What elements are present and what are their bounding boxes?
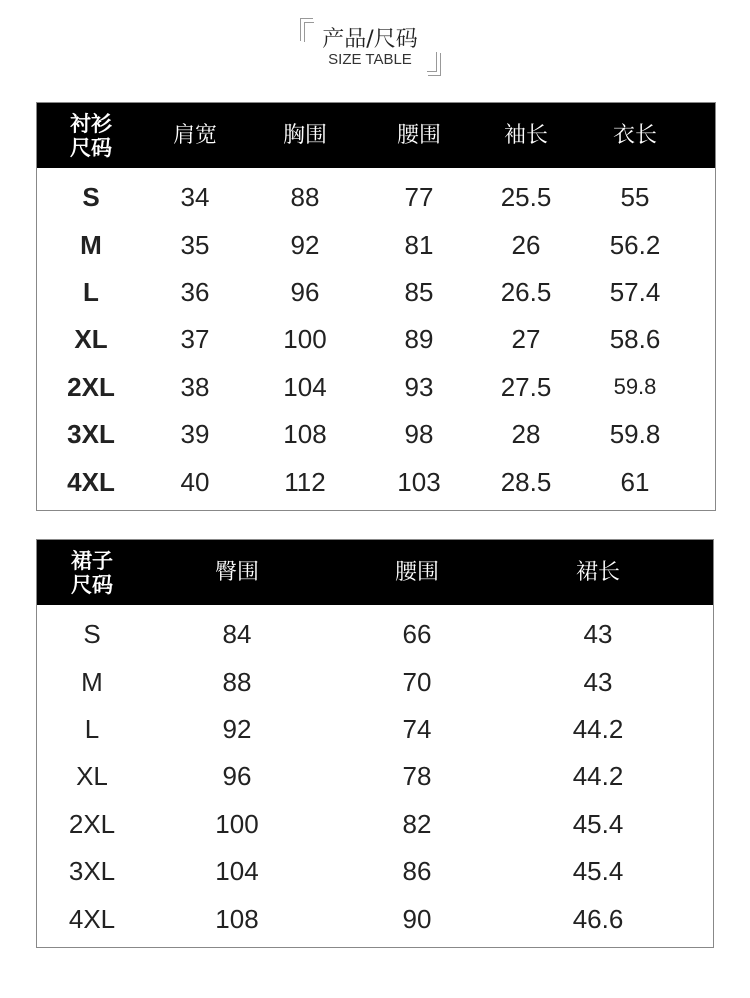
table-cell: 58.6 (609, 324, 661, 355)
table-cell: 92 (290, 229, 320, 260)
table-cell: 38 (180, 371, 210, 402)
table-row (37, 316, 715, 363)
table-cell: 43 (583, 666, 613, 697)
table-cell: 28 (511, 419, 541, 450)
size-cell: 2XL (67, 371, 115, 402)
column-header-sleeve: 袖长 (503, 122, 548, 148)
table-cell: 26.5 (500, 276, 552, 307)
table-cell: 34 (180, 182, 210, 213)
table-cell: 104 (283, 371, 327, 402)
table-cell: 96 (290, 276, 320, 307)
corner-label-line2: 尺码 (70, 135, 112, 160)
table-cell: 98 (404, 419, 434, 450)
table-cell: 36 (180, 276, 210, 307)
table-cell: 81 (404, 229, 434, 260)
table-cell: 56.2 (609, 229, 661, 260)
table-cell: 35 (180, 229, 210, 260)
shirt-size-table (36, 102, 716, 511)
table-cell: 28.5 (500, 466, 552, 497)
corner-label-line2: 尺码 (71, 572, 113, 597)
page-subtitle: SIZE TABLE (328, 51, 412, 68)
table-row (37, 895, 713, 942)
table-cell: 104 (215, 856, 259, 887)
table-cell: 57.4 (609, 276, 661, 307)
table-cell: 82 (402, 808, 432, 839)
shirt-table-header (37, 103, 715, 168)
table-row (37, 706, 713, 753)
table-cell: 70 (402, 666, 432, 697)
table-cell: 37 (180, 324, 210, 355)
table-cell: 59.8 (613, 374, 657, 400)
table-cell: 25.5 (500, 182, 552, 213)
corner-label-line1: 衬衫 (70, 111, 112, 136)
skirt-table-header (37, 540, 713, 605)
table-row (37, 753, 713, 800)
table-cell: 90 (402, 903, 432, 934)
column-header-hip: 臀围 (214, 559, 259, 585)
size-cell: 4XL (68, 903, 116, 934)
size-cell: 4XL (67, 466, 115, 497)
size-cell: L (84, 713, 100, 744)
skirt-size-table (36, 539, 714, 948)
table-row (37, 221, 715, 268)
size-cell: 2XL (68, 808, 116, 839)
table-cell: 59.8 (609, 419, 661, 450)
table-cell: 74 (402, 713, 432, 744)
table-row (37, 801, 713, 848)
table-cell: 27 (511, 324, 541, 355)
page-title: 产品/尺码 (322, 27, 418, 52)
table-row (37, 364, 715, 411)
table-row (37, 174, 715, 221)
table-row (37, 658, 713, 705)
page-header (0, 0, 750, 90)
shirt-table-corner (37, 112, 145, 160)
table-cell: 85 (404, 276, 434, 307)
table-cell: 55 (620, 182, 650, 213)
corner-label-line1: 裙子 (71, 548, 113, 573)
table-cell: 103 (397, 466, 441, 497)
size-cell: S (82, 182, 100, 213)
table-row (37, 269, 715, 316)
table-cell: 86 (402, 856, 432, 887)
table-cell: 78 (402, 761, 432, 792)
table-row (37, 848, 713, 895)
table-cell: 45.4 (572, 856, 624, 887)
size-cell: L (83, 276, 99, 307)
table-cell: 84 (222, 619, 252, 650)
table-cell: 92 (222, 713, 252, 744)
table-cell: 46.6 (572, 903, 624, 934)
column-header-waist: 腰围 (396, 122, 441, 148)
size-cell: M (80, 229, 102, 260)
table-cell: 40 (180, 466, 210, 497)
table-cell: 77 (404, 182, 434, 213)
column-header-chest: 胸围 (282, 122, 327, 148)
size-cell: 3XL (67, 419, 115, 450)
table-cell: 100 (283, 324, 327, 355)
table-cell: 108 (283, 419, 327, 450)
skirt-table-corner (37, 549, 147, 597)
table-cell: 93 (404, 371, 434, 402)
table-cell: 88 (290, 182, 320, 213)
table-cell: 44.2 (572, 713, 624, 744)
size-cell: S (83, 619, 101, 650)
table-cell: 61 (620, 466, 650, 497)
size-cell: XL (76, 761, 108, 792)
table-cell: 45.4 (572, 808, 624, 839)
column-header-waist: 腰围 (394, 559, 439, 585)
table-cell: 26 (511, 229, 541, 260)
table-cell: 66 (402, 619, 432, 650)
column-header-shoulder: 肩宽 (172, 122, 217, 148)
table-cell: 44.2 (572, 761, 624, 792)
bracket-bottom-right-icon (428, 53, 441, 76)
column-header-skirt-length: 裙长 (575, 559, 620, 585)
table-cell: 108 (215, 903, 259, 934)
column-header-length: 衣长 (612, 122, 657, 148)
table-row (37, 411, 715, 458)
table-cell: 39 (180, 419, 210, 450)
table-cell: 27.5 (500, 371, 552, 402)
table-row (37, 458, 715, 505)
table-cell: 43 (583, 619, 613, 650)
table-cell: 112 (284, 466, 326, 497)
size-cell: 3XL (68, 856, 116, 887)
table-cell: 88 (222, 666, 252, 697)
skirt-table-body (37, 605, 713, 943)
shirt-table-body (37, 168, 715, 506)
table-cell: 89 (404, 324, 434, 355)
table-row (37, 611, 713, 658)
size-cell: M (81, 666, 103, 697)
size-cell: XL (74, 324, 108, 355)
table-cell: 100 (215, 808, 259, 839)
table-cell: 96 (222, 761, 252, 792)
